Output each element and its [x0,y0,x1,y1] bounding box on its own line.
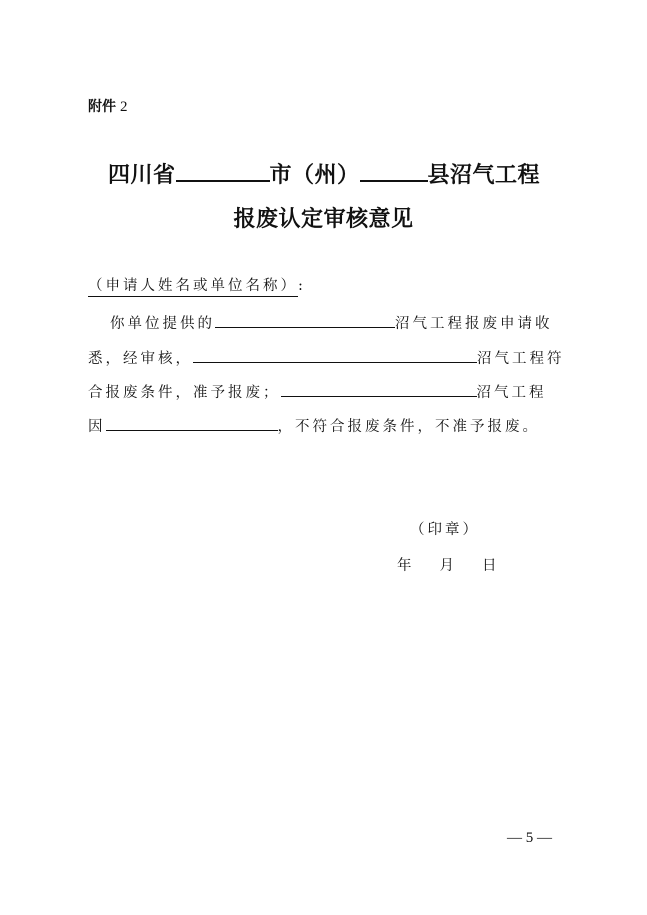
body-line-2 [88,347,565,368]
city-blank [176,179,270,182]
approved-projects-blank [193,361,477,363]
date-line [397,554,525,575]
body-line-1-end: 沼气工程报废申请收 [395,316,553,332]
date-month: 月 [439,558,454,574]
title-county: 县沼气工程 [427,163,541,188]
rejected-projects-blank [281,395,477,397]
addressee-line [88,274,306,297]
project-blank-1 [215,326,395,328]
body-line-3-end: 沼气工程 [476,385,547,401]
body-line-2-end: 沼气工程符 [477,351,565,367]
attachment-label-text: 附件 [88,99,116,115]
title-province: 四川省 [108,163,176,188]
date-year: 年 [397,558,412,574]
attachment-number: 2 [120,99,128,115]
date-day: 日 [482,558,497,574]
body-line-1-start: 你单位提供的 [110,316,215,332]
body-line-1 [110,312,553,333]
body-line-3-start: 合报废条件，准予报废； [88,385,281,401]
seal-label: （印章） [410,522,480,538]
body-line-4-end: ，不符合报废条件，不准予报废。 [277,419,540,435]
body-line-4 [88,415,540,436]
county-blank [360,179,428,182]
addressee-colon: : [298,278,306,294]
attachment-label [88,96,128,116]
title-city: 市（州） [269,163,360,188]
page-number: — 5 — [507,830,552,846]
addressee-name: （申请人姓名或单位名称） [88,274,298,297]
title-line-2: 报废认定审核意见 [233,207,414,232]
body-line-2-start: 悉，经审核， [88,351,193,367]
title-line-1 [108,158,540,189]
reason-blank [106,429,278,431]
body-line-4-start: 因 [88,419,106,435]
body-line-3 [88,381,547,402]
